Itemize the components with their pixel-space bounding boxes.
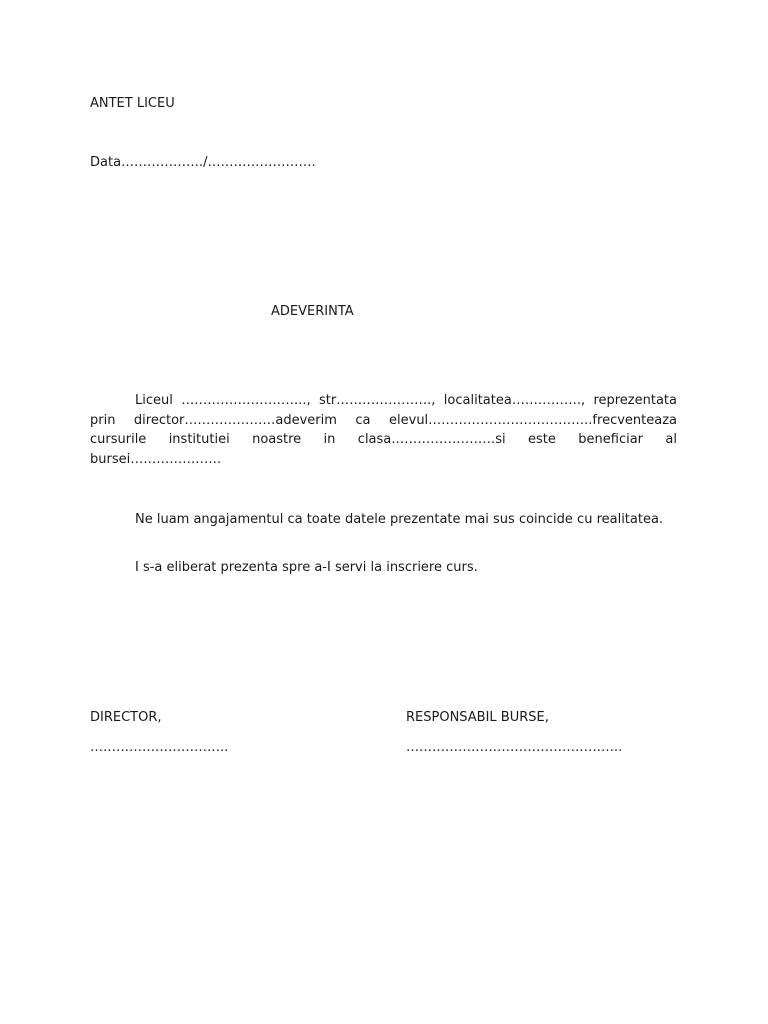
document-title: ADEVERINTA [271, 304, 354, 319]
responsible-label: RESPONSABIL BURSE, [406, 710, 549, 725]
certificate-paragraph [90, 391, 677, 469]
school-header: ANTET LICEU [90, 96, 175, 111]
date-line: Data………………./……………………. [90, 155, 316, 170]
director-label: DIRECTOR, [90, 710, 162, 725]
purpose-paragraph: I s-a eliberat prezenta spre a-I servi la inscriere curs. [135, 560, 478, 575]
director-signature-line: ………………………….. [90, 740, 229, 755]
commitment-paragraph [90, 510, 677, 530]
commitment-paragraph-text: Ne luam angajamentul ca toate datele prezentate mai sus coincide cu realitatea. [135, 512, 664, 527]
certificate-paragraph-text: Liceul ……………………….., str…………………., localitatea……………., reprezentata prin director…………………adeverim ca elevul………………………………..frecventeaza cursurile institutiei noastre in clasa……………………si este beneficiar al bursei………………… [90, 393, 677, 467]
responsible-signature-line: ………………………………………….. [406, 740, 623, 755]
